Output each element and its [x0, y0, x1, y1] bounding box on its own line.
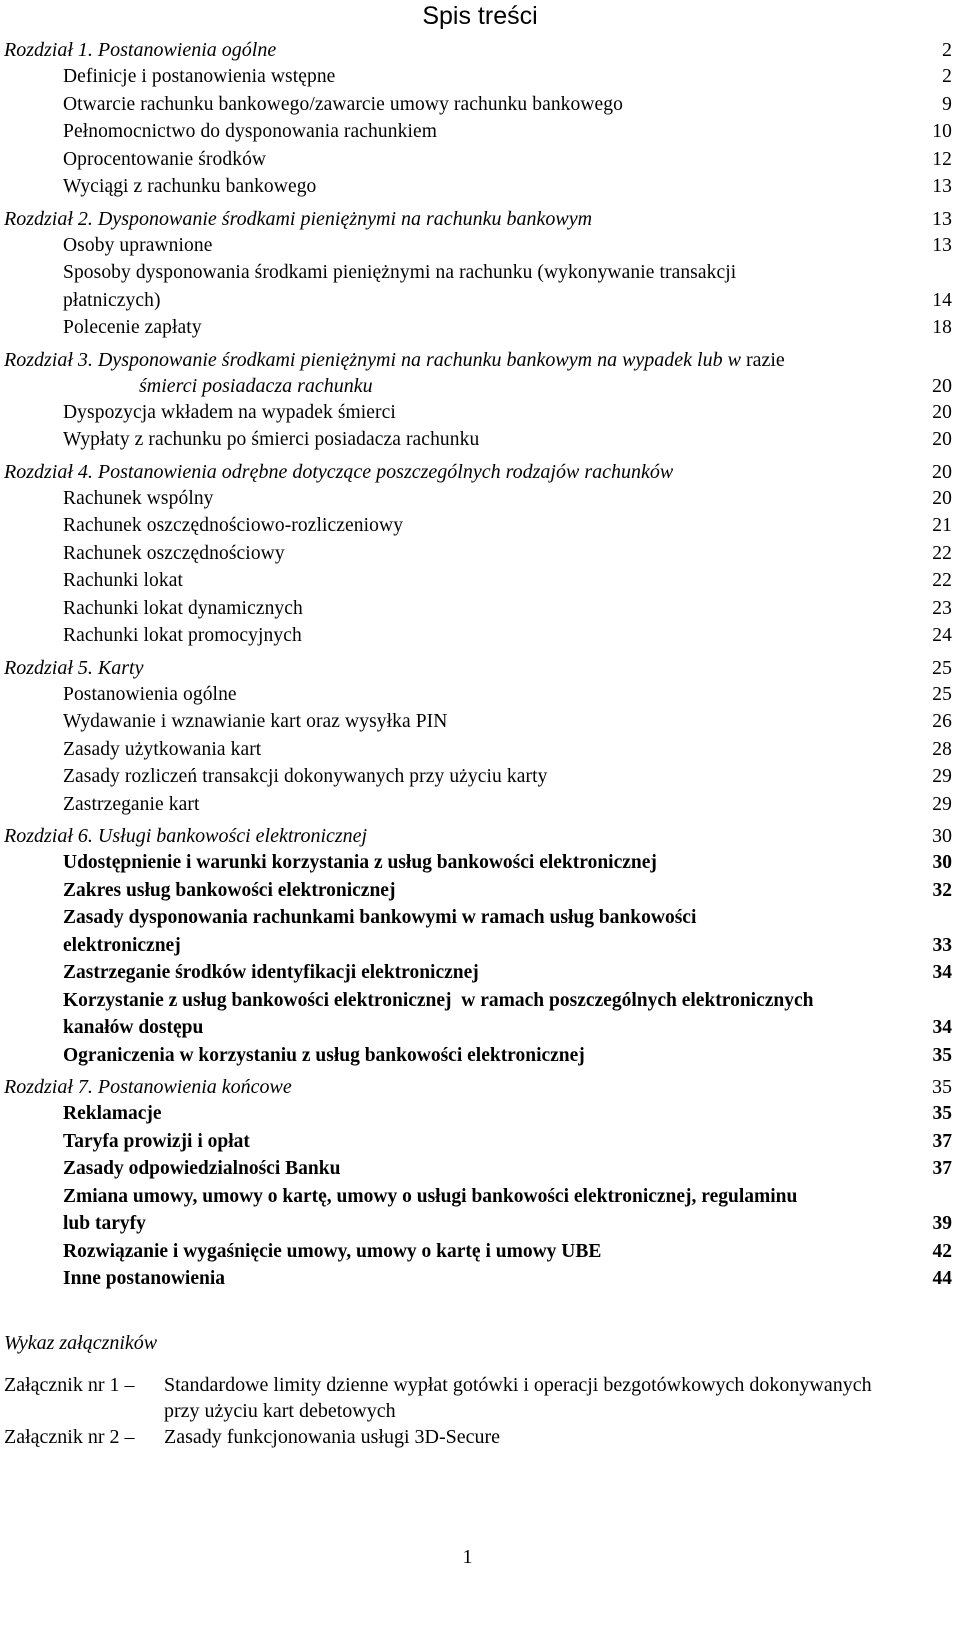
chapter-5 — [4, 655, 960, 819]
chapter-heading[interactable] — [4, 459, 960, 485]
chapter-prefix: Rozdział 4. — [4, 460, 93, 483]
chapter-title-tail: razie — [745, 348, 785, 371]
entry-page-number: 13 — [932, 176, 952, 197]
chapter-heading[interactable] — [4, 37, 960, 63]
entry-text: Pełnomocnictwo do dysponowania rachunkiem — [63, 121, 437, 142]
toc-entry[interactable] — [63, 763, 960, 791]
chapter-heading[interactable] — [4, 823, 960, 849]
toc-entry[interactable] — [63, 314, 960, 342]
entry-page-number: 29 — [932, 793, 952, 815]
entry-text: Rachunki lokat dynamicznych — [63, 597, 303, 619]
attachment-label: Załącznik nr 2 – — [4, 1426, 135, 1448]
chapter-title-continued: śmierci posiadacza rachunku — [139, 374, 373, 397]
chapter-page-number: 2 — [942, 39, 952, 61]
attachments-list — [4, 1330, 904, 1450]
entry-text: Zasady użytkowania kart — [63, 738, 262, 760]
chapter-title: Postanowienia odrębne dotyczące poszczególnych rodzajów rachunków — [97, 460, 674, 483]
toc-entry[interactable] — [63, 146, 960, 174]
entry-page-number: 22 — [932, 542, 952, 564]
entry-text: Rachunek oszczędnościowy — [63, 542, 285, 564]
entry-page-number: 25 — [932, 683, 952, 705]
entry-page-number: 37 — [932, 1158, 952, 1179]
toc-entry[interactable] — [63, 540, 960, 568]
toc-entry[interactable] — [63, 904, 960, 959]
attachments-heading: Wykaz załączników — [4, 1332, 158, 1354]
chapter-page-number: 25 — [932, 656, 952, 679]
chapter-prefix: Rozdział 2. — [4, 207, 93, 230]
entry-page-number: 21 — [932, 515, 952, 536]
entry-page-number: 44 — [932, 1268, 952, 1289]
toc-entry[interactable] — [63, 849, 960, 877]
chapter-title: Usługi bankowości elektronicznej — [97, 825, 368, 847]
entry-text: Zasady rozliczeń transakcji dokonywanych przy użyciu karty — [63, 766, 548, 787]
entry-page-number: 20 — [932, 487, 952, 509]
chapter-title: Postanowienia ogólne — [97, 39, 277, 61]
toc-entry[interactable] — [63, 512, 960, 540]
entry-text: Rozwiązanie i wygaśnięcie umowy, umowy o kartę i umowy UBE — [63, 1240, 602, 1262]
chapter-4 — [4, 459, 960, 650]
entry-text: Rachunki lokat promocyjnych — [63, 625, 302, 646]
entry-text: Wydawanie i wznawianie kart oraz wysyłka PIN — [63, 711, 448, 732]
entry-text: Rachunek wspólny — [63, 487, 214, 509]
entry-text-continued: elektronicznej — [63, 934, 181, 956]
entry-page-number: 18 — [932, 317, 952, 338]
chapter-heading[interactable] — [4, 347, 960, 399]
chapter-title: Dysponowanie środkami pieniężnymi na rachunku bankowym — [97, 207, 593, 230]
entry-page-number: 13 — [932, 234, 952, 256]
entry-page-number: 10 — [932, 121, 952, 142]
entry-page-number: 23 — [932, 597, 952, 619]
toc-entry[interactable] — [63, 877, 960, 905]
chapter-page-number: 20 — [932, 374, 952, 397]
entry-page-number: 26 — [932, 711, 952, 732]
entry-text: Zakres usług bankowości elektronicznej — [63, 879, 396, 901]
chapter-2 — [4, 206, 960, 342]
chapter-page-number: 20 — [932, 460, 952, 483]
entry-page-number: 35 — [932, 1044, 952, 1066]
chapter-1 — [4, 37, 960, 201]
entry-page-number: 42 — [932, 1240, 952, 1262]
entry-text: Oprocentowanie środków — [63, 148, 267, 170]
entry-page-number: 14 — [932, 289, 952, 311]
entry-page-number: 2 — [942, 66, 952, 87]
entry-page-number: 24 — [932, 625, 952, 646]
entry-text: Wyciągi z rachunku bankowego — [63, 176, 317, 197]
entry-text: Reklamacje — [63, 1103, 162, 1124]
entry-page-number: 30 — [932, 852, 952, 873]
attachment-label: Załącznik nr 1 – — [4, 1374, 135, 1396]
chapter-page-number: 30 — [932, 825, 952, 847]
toc-entry[interactable] — [63, 708, 960, 736]
entry-page-number: 28 — [932, 738, 952, 760]
entry-page-number: 34 — [932, 1017, 952, 1038]
toc-entry[interactable] — [63, 681, 960, 709]
entry-text: Polecenie zapłaty — [63, 317, 202, 338]
entry-page-number: 20 — [932, 401, 952, 423]
entry-text: Zmiana umowy, umowy o kartę, umowy o usługi bankowości elektronicznej, regulaminu — [63, 1185, 798, 1207]
attachment-title: Zasady funkcjonowania usługi 3D-Secure — [164, 1426, 501, 1448]
chapter-heading[interactable] — [4, 1074, 960, 1100]
toc-entry[interactable] — [63, 622, 960, 650]
entry-text: Korzystanie z usług bankowości elektronicznej w ramach poszczególnych elektronicznych — [63, 989, 814, 1011]
chapter-page-number: 35 — [932, 1076, 952, 1098]
entry-text-continued: lub taryfy — [63, 1213, 146, 1234]
entry-text: Osoby uprawnione — [63, 234, 213, 256]
toc-entry[interactable] — [63, 567, 960, 595]
entry-text: Zastrzeganie kart — [63, 793, 200, 815]
toc-entry[interactable] — [63, 595, 960, 623]
entry-page-number: 33 — [932, 934, 952, 956]
chapter-title: Postanowienia końcowe — [97, 1076, 292, 1098]
chapter-heading[interactable] — [4, 206, 960, 232]
chapter-prefix: Rozdział 5. — [4, 656, 93, 679]
attachment-item[interactable] — [4, 1424, 904, 1450]
page-title: Spis treści — [422, 2, 538, 30]
entry-text: Ograniczenia w korzystaniu z usług bankowości elektronicznej — [63, 1044, 585, 1066]
entry-text: Postanowienia ogólne — [63, 683, 237, 705]
toc-entry[interactable] — [63, 987, 960, 1042]
chapter-6 — [4, 823, 960, 1069]
chapter-title: Dysponowanie środkami pieniężnymi na rachunku bankowym na wypadek lub w — [97, 348, 741, 371]
chapter-prefix: Rozdział 7. — [4, 1076, 93, 1098]
toc-entry[interactable] — [63, 1100, 960, 1128]
entry-page-number: 22 — [932, 570, 952, 591]
chapter-title: Karty — [97, 656, 144, 679]
toc-entry[interactable] — [63, 259, 960, 314]
toc-entry[interactable] — [63, 232, 960, 260]
toc-entry[interactable] — [63, 118, 960, 146]
entry-text: Zasady odpowiedzialności Banku — [63, 1158, 341, 1179]
entry-text: Sposoby dysponowania środkami pieniężnymi na rachunku (wykonywanie transakcji — [63, 262, 737, 283]
entry-page-number: 34 — [932, 962, 952, 983]
chapter-page-number: 13 — [932, 207, 952, 230]
entry-page-number: 12 — [932, 148, 952, 170]
entry-page-number: 35 — [932, 1103, 952, 1124]
entry-text: Inne postanowienia — [63, 1268, 225, 1289]
toc-entry[interactable] — [63, 1265, 960, 1293]
chapter-heading[interactable] — [4, 655, 960, 681]
toc-entry[interactable] — [63, 63, 960, 91]
entry-page-number: 39 — [932, 1213, 952, 1234]
toc-entry[interactable] — [63, 426, 960, 454]
entry-page-number: 32 — [932, 879, 952, 901]
toc-entry[interactable] — [63, 91, 960, 119]
chapter-prefix: Rozdział 6. — [4, 825, 93, 847]
chapter-prefix: Rozdział 1. — [4, 39, 93, 61]
chapter-7 — [4, 1074, 960, 1293]
attachment-title: Standardowe limity dzienne wypłat gotówki i operacji bezgotówkowych dokonywanych przy użyciu kart debetowych — [164, 1374, 872, 1422]
toc-entry[interactable] — [63, 1183, 960, 1238]
entry-text: Rachunek oszczędnościowo-rozliczeniowy — [63, 515, 404, 536]
entry-text: Definicje i postanowienia wstępne — [63, 66, 336, 87]
chapter-prefix: Rozdział 3. — [4, 348, 93, 371]
entry-page-number: 9 — [942, 93, 952, 115]
entry-text: Udostępnienie i warunki korzystania z usług bankowości elektronicznej — [63, 852, 657, 873]
entry-text: Zastrzeganie środków identyfikacji elektronicznej — [63, 962, 479, 983]
entry-text: Otwarcie rachunku bankowego/zawarcie umowy rachunku bankowego — [63, 93, 624, 115]
entry-text: Rachunki lokat — [63, 570, 183, 591]
toc-entry[interactable] — [63, 791, 960, 819]
entry-text-continued: kanałów dostępu — [63, 1017, 204, 1038]
toc-entry[interactable] — [63, 959, 960, 987]
attachment-item[interactable] — [4, 1372, 904, 1424]
entry-page-number: 37 — [932, 1130, 952, 1152]
toc-entry[interactable] — [63, 1042, 960, 1070]
entry-text-continued: płatniczych) — [63, 289, 161, 311]
toc-entry[interactable] — [63, 399, 960, 427]
entry-text: Dyspozycja wkładem na wypadek śmierci — [63, 401, 396, 423]
page-number: 1 — [462, 1546, 473, 1568]
toc-entry[interactable] — [63, 1128, 960, 1156]
entry-page-number: 29 — [932, 766, 952, 787]
toc-entry[interactable] — [63, 485, 960, 513]
toc-entry[interactable] — [63, 1238, 960, 1266]
toc-entry[interactable] — [63, 1155, 960, 1183]
chapter-3 — [4, 347, 960, 454]
toc-entry[interactable] — [63, 173, 960, 201]
entry-text: Wypłaty z rachunku po śmierci posiadacza rachunku — [63, 429, 480, 450]
entry-text: Taryfa prowizji i opłat — [63, 1130, 250, 1152]
toc-entry[interactable] — [63, 736, 960, 764]
entry-text: Zasady dysponowania rachunkami bankowymi w ramach usług bankowości — [63, 907, 697, 928]
entry-page-number: 20 — [932, 429, 952, 450]
table-of-contents — [4, 37, 960, 1298]
